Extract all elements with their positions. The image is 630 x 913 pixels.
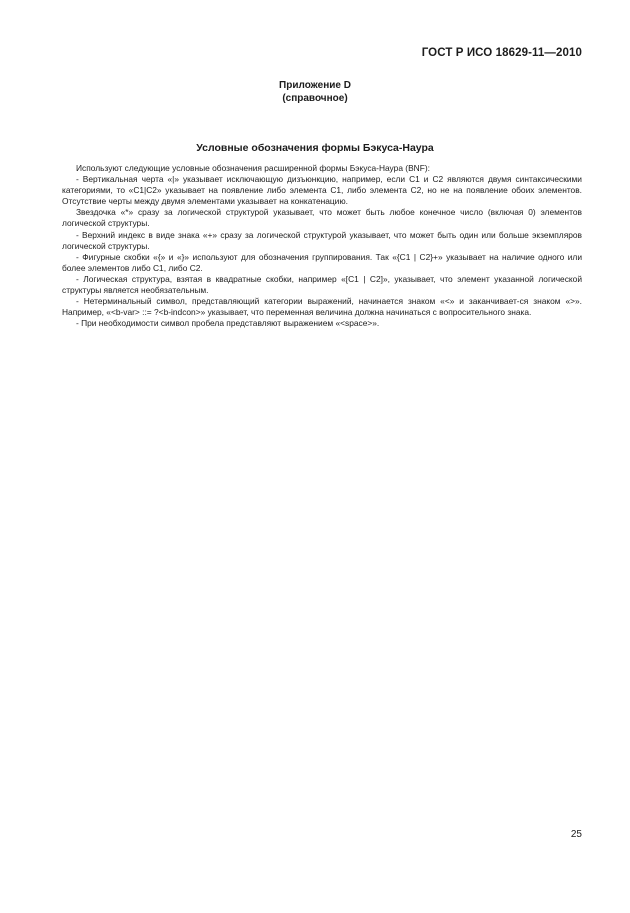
appendix-title: Приложение D bbox=[279, 80, 351, 91]
appendix-heading bbox=[0, 80, 630, 105]
section-title: Условные обозначения формы Бэкуса-Наура bbox=[196, 142, 434, 154]
paragraph-vertical-bar: - Вертикальная черта «|» указывает исключающую дизъюнкцию, например, если С1 и С2 являются двумя синтаксическими категориями, то «C1|C2» указывает на появление либо элемента С1, либо элемента С2, но не на появление обоих элементов. Отсутствие черты между двумя элементами указывает на конкатенацию. bbox=[62, 174, 582, 207]
paragraph-intro: Используют следующие условные обозначения расширенной формы Бэкуса-Наура (BNF): bbox=[76, 163, 430, 173]
paragraph-space: - При необходимости символ пробела представляют выражением «<space>». bbox=[76, 318, 380, 329]
body-text bbox=[62, 163, 582, 329]
paragraph-asterisk: Звездочка «*» сразу за логической структурой указывает, что может быть любое конечное число (включая 0) элементов логической структуры. bbox=[62, 207, 582, 229]
paragraph-brackets: - Логическая структура, взятая в квадратные скобки, например «[C1 | C2]», указывает, что элемент указанной логической структуры является необязательным. bbox=[62, 273, 582, 296]
paragraph-braces: - Фигурные скобки «{» и «}» используют для обозначения группирования. Так «{C1 | C2}+» указывает на наличие одного или более элементов либо С1, либо С2. bbox=[62, 251, 582, 273]
appendix-subtitle: (справочное) bbox=[282, 92, 348, 104]
paragraph-plus: - Верхний индекс в виде знака «+» сразу за логической структурой указывает, что может быть один или больше экземпляров логической структуры. bbox=[62, 229, 582, 251]
standard-code: ГОСТ Р ИСО 18629-11—2010 bbox=[421, 47, 582, 59]
paragraph-nonterminal: - Нетерминальный символ, представляющий категории выражений, начинается знаком «<» и заканчивает-ся знаком «>». Например, «<b-var> ::= ?<b-indcon>» указывает, что переменная величина должна начинаться с вопросительного знака. bbox=[62, 296, 582, 318]
page-number: 25 bbox=[570, 829, 582, 840]
